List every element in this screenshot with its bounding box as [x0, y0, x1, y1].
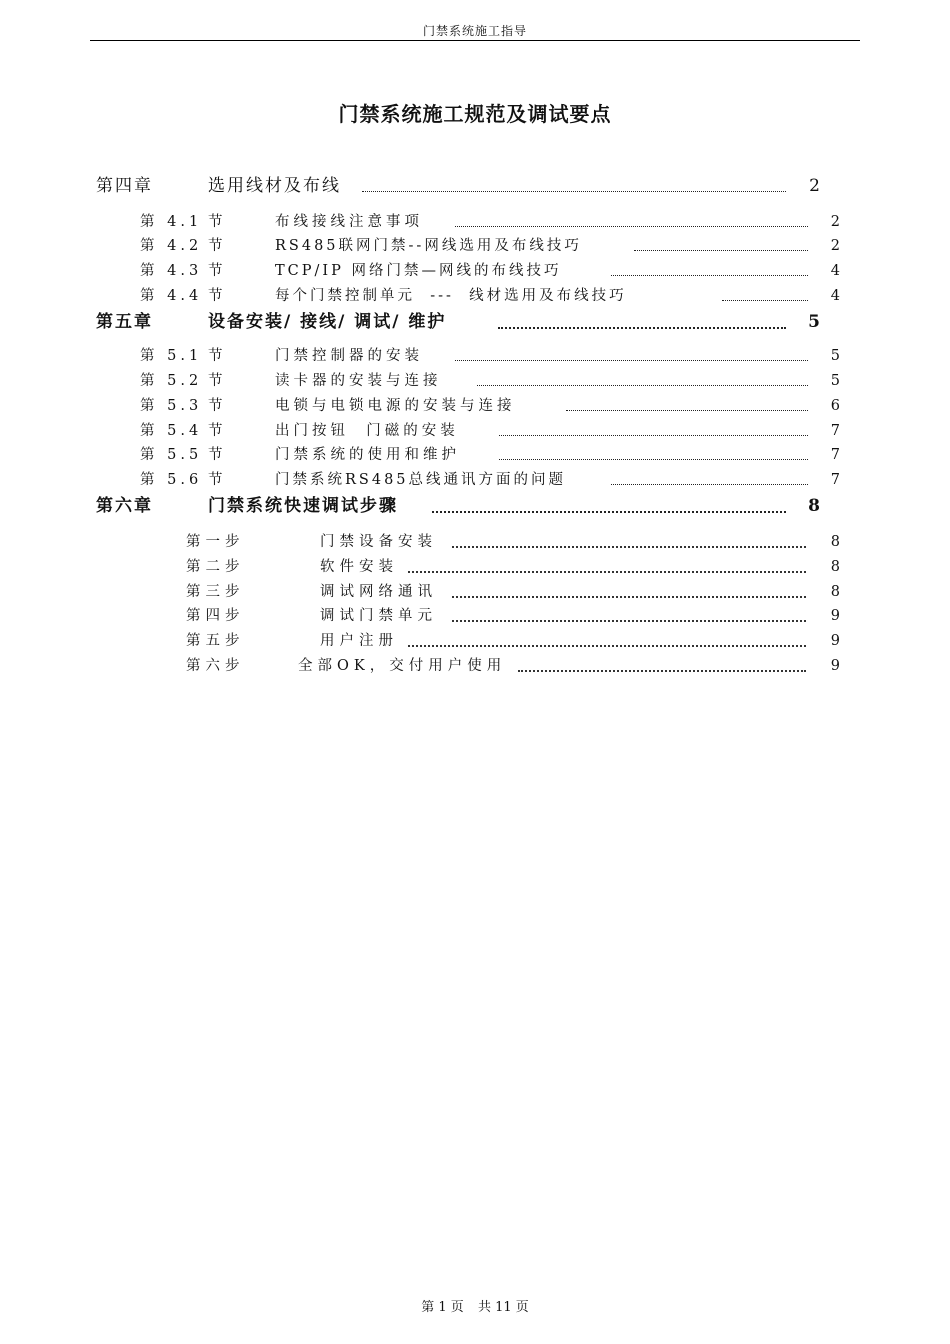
running-header: 门禁系统施工指导	[422, 24, 527, 38]
toc-step-3[interactable]	[0, 585, 950, 611]
toc-chapter-title: 设备安装/ 接线/ 调试/ 维护	[208, 312, 447, 332]
toc-section-title: 布线接线注意事项	[275, 214, 423, 230]
toc-chapter-number: 第四章	[96, 176, 153, 196]
toc-step-number: 第一步	[186, 534, 245, 550]
dot-leader	[722, 300, 808, 301]
toc-page-number: 2	[830, 214, 840, 230]
toc-page-number: 7	[830, 423, 840, 439]
dot-leader	[408, 645, 806, 647]
dot-leader	[499, 435, 808, 436]
toc-page-number: 4	[830, 263, 840, 279]
toc-section-title: 出门按钮 门磁的安装	[275, 423, 459, 439]
toc-section-number: 第 4.2	[140, 238, 203, 254]
toc-section-number: 第 4.1	[140, 214, 203, 230]
toc-chapter-title: 选用线材及布线	[208, 176, 341, 196]
toc-page-number: 5	[830, 348, 840, 364]
dot-leader	[566, 410, 808, 411]
toc-section-title: 电锁与电锁电源的安装与连接	[275, 398, 516, 414]
toc-page-number: 2	[830, 238, 840, 254]
toc-chapter-6[interactable]	[0, 498, 950, 524]
toc-section-number: 第 5.5	[140, 447, 203, 463]
dot-leader	[611, 484, 808, 485]
toc-page-number: 9	[830, 633, 840, 649]
page-total-label: 共 11 页	[477, 1300, 529, 1315]
toc-page-number: 6	[830, 398, 840, 414]
toc-page-number: 9	[830, 608, 840, 624]
toc-section-5-3[interactable]	[0, 399, 950, 425]
dot-leader	[455, 360, 808, 361]
toc-chapter-number: 第五章	[96, 312, 153, 332]
toc-step-4[interactable]	[0, 609, 950, 635]
dot-leader	[611, 275, 808, 276]
dot-leader	[362, 191, 786, 192]
toc-section-kind: 节	[208, 238, 227, 254]
toc-section-number: 第 5.6	[140, 472, 203, 488]
toc-section-title: 门禁控制器的安装	[275, 348, 423, 364]
toc-section-kind: 节	[208, 288, 227, 304]
toc-page-number: 8	[830, 559, 840, 575]
toc-page-number: 5	[830, 373, 840, 389]
toc-section-kind: 节	[208, 398, 227, 414]
toc-step-title: 门禁设备安装	[320, 534, 437, 550]
toc-step-title: 调试网络通讯	[320, 584, 437, 600]
toc-step-number: 第二步	[186, 559, 245, 575]
toc-section-title: RS485联网门禁--网线选用及布线技巧	[275, 238, 582, 254]
toc-page-number: 8	[830, 584, 840, 600]
dot-leader	[432, 511, 786, 513]
toc-section-number: 第 5.4	[140, 423, 203, 439]
toc-page-number: 2	[809, 176, 820, 196]
toc-page-number: 8	[808, 496, 820, 516]
page-footer	[0, 1296, 950, 1315]
toc-step-6[interactable]	[0, 659, 950, 685]
toc-step-5[interactable]	[0, 634, 950, 660]
toc-section-title: 读卡器的安装与连接	[275, 373, 442, 389]
header-divider	[90, 40, 860, 41]
toc-step-number: 第六步	[186, 658, 245, 674]
toc-page-number: 7	[830, 472, 840, 488]
dot-leader	[518, 670, 806, 672]
toc-section-number: 第 5.3	[140, 398, 203, 414]
dot-leader	[499, 459, 808, 460]
dot-leader	[498, 327, 786, 329]
toc-step-title: 全部OK，交付用户使用	[298, 658, 507, 674]
toc-page-number: 9	[830, 658, 840, 674]
toc-step-number: 第三步	[186, 584, 245, 600]
toc-section-kind: 节	[208, 423, 227, 439]
toc-step-title: 用户注册	[320, 633, 398, 649]
toc-section-number: 第 5.1	[140, 348, 203, 364]
toc-chapter-4[interactable]	[0, 178, 950, 204]
toc-section-number: 第 4.3	[140, 263, 203, 279]
toc-page-number: 5	[808, 312, 820, 332]
toc-section-title: 每个门禁控制单元 --- 线材选用及布线技巧	[275, 288, 627, 304]
toc-step-number: 第五步	[186, 633, 245, 649]
toc-section-title: TCP/IP 网络门禁—网线的布线技巧	[275, 263, 562, 279]
dot-leader	[408, 571, 806, 573]
dot-leader	[634, 250, 808, 251]
toc-page-number: 4	[830, 288, 840, 304]
toc-section-4-3[interactable]	[0, 264, 950, 290]
toc-chapter-5[interactable]	[0, 314, 950, 340]
toc-step-title: 调试门禁单元	[320, 608, 437, 624]
dot-leader	[455, 226, 808, 227]
toc-chapter-number: 第六章	[96, 496, 153, 516]
toc-section-kind: 节	[208, 214, 227, 230]
toc-section-5-1[interactable]	[0, 349, 950, 375]
dot-leader	[452, 546, 806, 548]
toc-step-1[interactable]	[0, 535, 950, 561]
toc-section-number: 第 5.2	[140, 373, 203, 389]
page-number-label: 第 1 页	[421, 1300, 464, 1315]
toc-step-number: 第四步	[186, 608, 245, 624]
toc-step-2[interactable]	[0, 560, 950, 586]
toc-page-number: 8	[830, 534, 840, 550]
toc-section-kind: 节	[208, 373, 227, 389]
dot-leader	[477, 385, 808, 386]
document-title: 门禁系统施工规范及调试要点	[338, 102, 612, 126]
toc-section-number: 第 4.4	[140, 288, 203, 304]
toc-section-kind: 节	[208, 263, 227, 279]
toc-chapter-title: 门禁系统快速调试步骤	[208, 496, 398, 516]
toc-page-number: 7	[830, 447, 840, 463]
toc-section-4-2[interactable]	[0, 239, 950, 265]
toc-section-kind: 节	[208, 447, 227, 463]
toc-section-5-5[interactable]	[0, 448, 950, 474]
toc-section-title: 门禁系统RS485总线通讯方面的问题	[275, 472, 567, 488]
toc-section-kind: 节	[208, 472, 227, 488]
dot-leader	[452, 596, 806, 598]
toc-section-5-2[interactable]	[0, 374, 950, 400]
toc-section-title: 门禁系统的使用和维护	[275, 447, 460, 463]
dot-leader	[452, 620, 806, 622]
toc-step-title: 软件安装	[320, 559, 398, 575]
toc-section-kind: 节	[208, 348, 227, 364]
